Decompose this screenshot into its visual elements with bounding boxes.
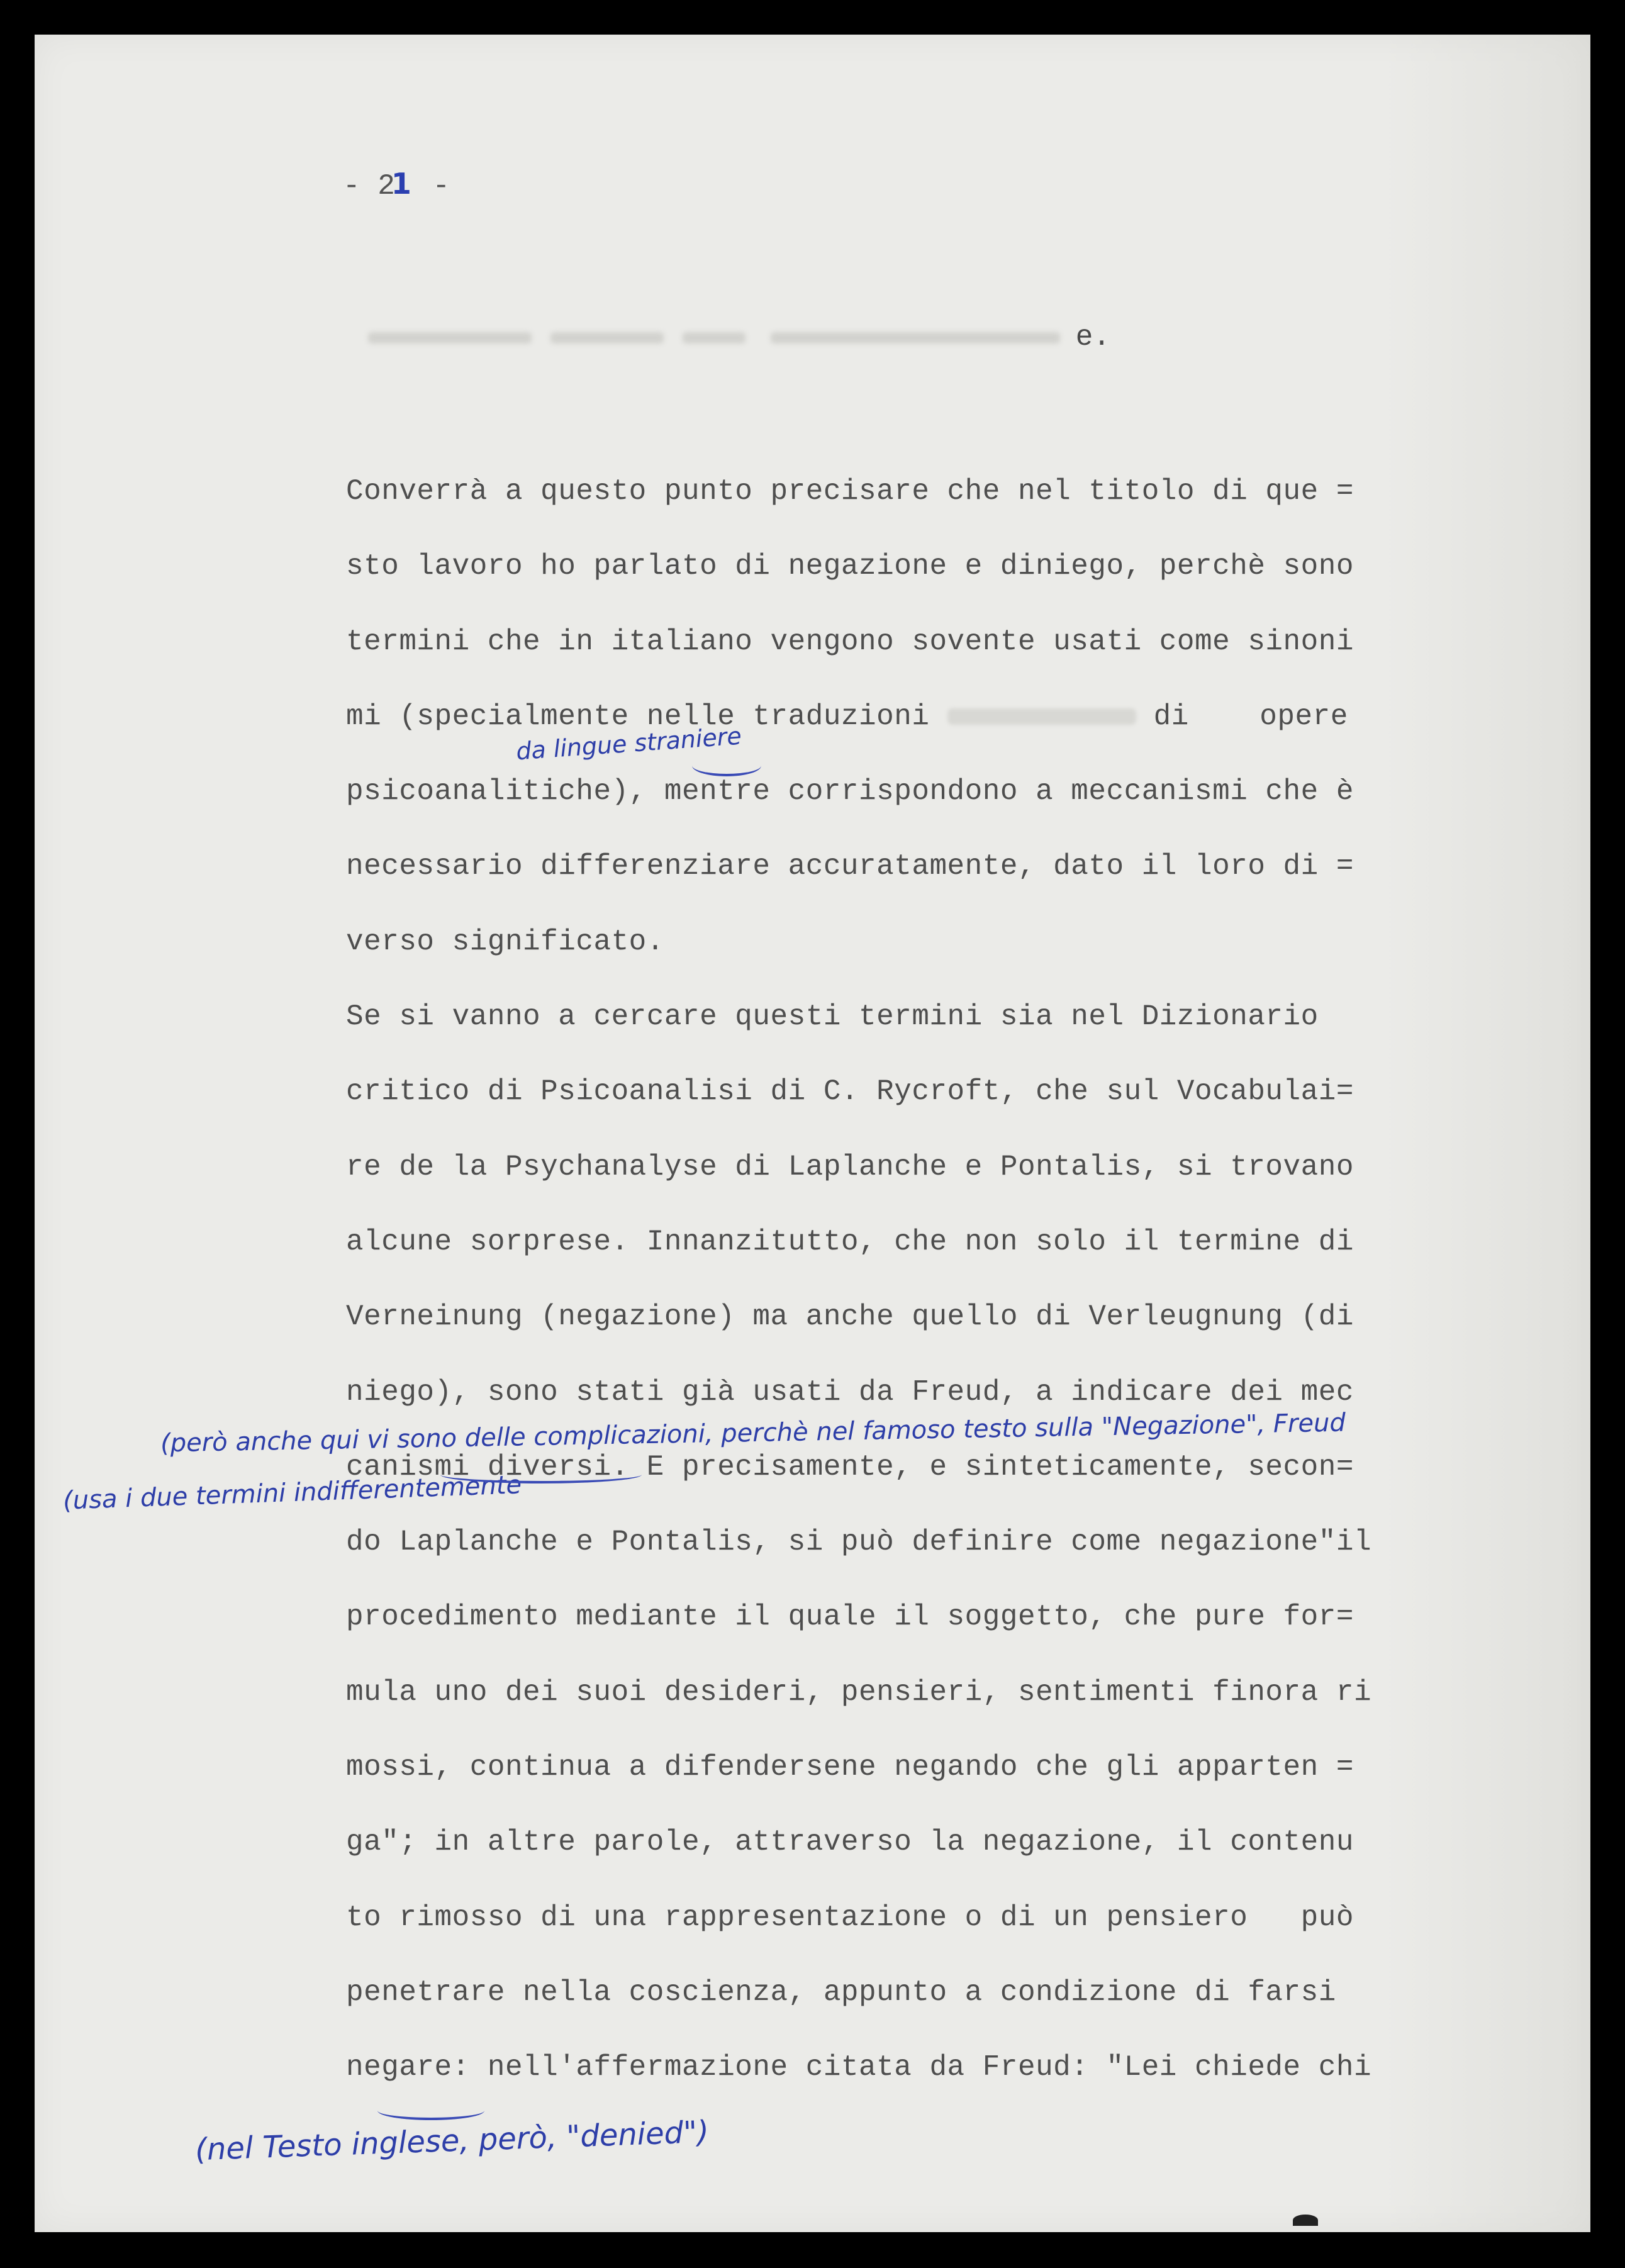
text-line: niego), sono stati già usati da Freud, a indicare dei mec [346,1375,1354,1409]
underline-stroke [440,1466,642,1483]
text-line: psicoanalitiche), mentre corrispondono a meccanismi che è [346,775,1354,808]
redaction-mark [771,332,1060,344]
text-line: Converrà a questo punto precisare che nel titolo di que = [346,475,1354,508]
handwritten-footnote: (nel Testo inglese, però, "denied") [194,2114,710,2168]
redaction-mark [947,708,1136,725]
text-line: re de la Psychanalyse di Laplanche e Pontalis, si trovano [346,1150,1354,1183]
text-line: critico di Psicoanalisi di C. Rycroft, che sul Vocabulai= [346,1075,1354,1109]
text-line: canismi diversi. E precisamente, e sinteticamente, secon= [346,1450,1354,1483]
text-line: verso significato. [346,925,664,958]
text-line: Se si vanno a cercare questi termini sia nel Dizionario [346,1000,1319,1034]
handwritten-margin-note: (usa i due termini indifferentemente [62,1470,522,1516]
redaction-mark [550,332,664,344]
text-line: to rimosso di una rappresentazione o di un pensiero può [346,1901,1354,1934]
text-line: necessario differenziare accuratamente, dato il loro di = [346,850,1354,883]
text-line: termini che in italiano vengono sovente usati come sinoni [346,625,1354,658]
text-line: mossi, continua a difendersene negando che gli apparten = [346,1751,1354,1784]
text-line: do Laplanche e Pontalis, si può definire come negazione"il [346,1526,1372,1559]
text-line: penetrare nella coscienza, appunto a condizione di farsi [346,1975,1336,2009]
text-line-with-redaction: mi (specialmente nelle traduzioni di opere [346,700,1348,733]
text-line: ga"; in altre parole, attraverso la negazione, il contenu [346,1826,1354,1859]
redaction-mark [368,332,532,344]
page-number: - 21 - [343,167,450,203]
text-line: mula uno dei suoi desideri, pensieri, sentimenti finora ri [346,1675,1372,1709]
underline-stroke [377,2101,484,2120]
text-line: alcune sorprese. Innanzitutto, che non solo il termine di [346,1225,1354,1258]
text-line: negare: nell'affermazione citata da Freud: "Lei chiede chi [346,2051,1372,2084]
redacted-heading [368,321,1110,354]
text-line: Verneinung (negazione) ma anche quello di Verleugnung (di [346,1300,1354,1334]
typed-paragraph [346,475,1466,2126]
handwritten-margin-note: (però anche qui vi sono delle complicazioni, perchè nel famoso testo sulla "Negazione", Freud [160,1408,1346,1458]
redaction-mark [683,332,745,344]
text-line: sto lavoro ho parlato di negazione e diniego, perchè sono [346,550,1354,583]
handwritten-page-correction: 1 [391,167,411,201]
text-line: procedimento mediante il quale il soggetto, che pure for= [346,1600,1354,1634]
handwritten-insertion: da lingue straniere [515,722,743,766]
insertion-caret [692,755,761,776]
page-edge-mark [1293,2215,1318,2226]
heading-fragment: e. [1075,321,1110,354]
